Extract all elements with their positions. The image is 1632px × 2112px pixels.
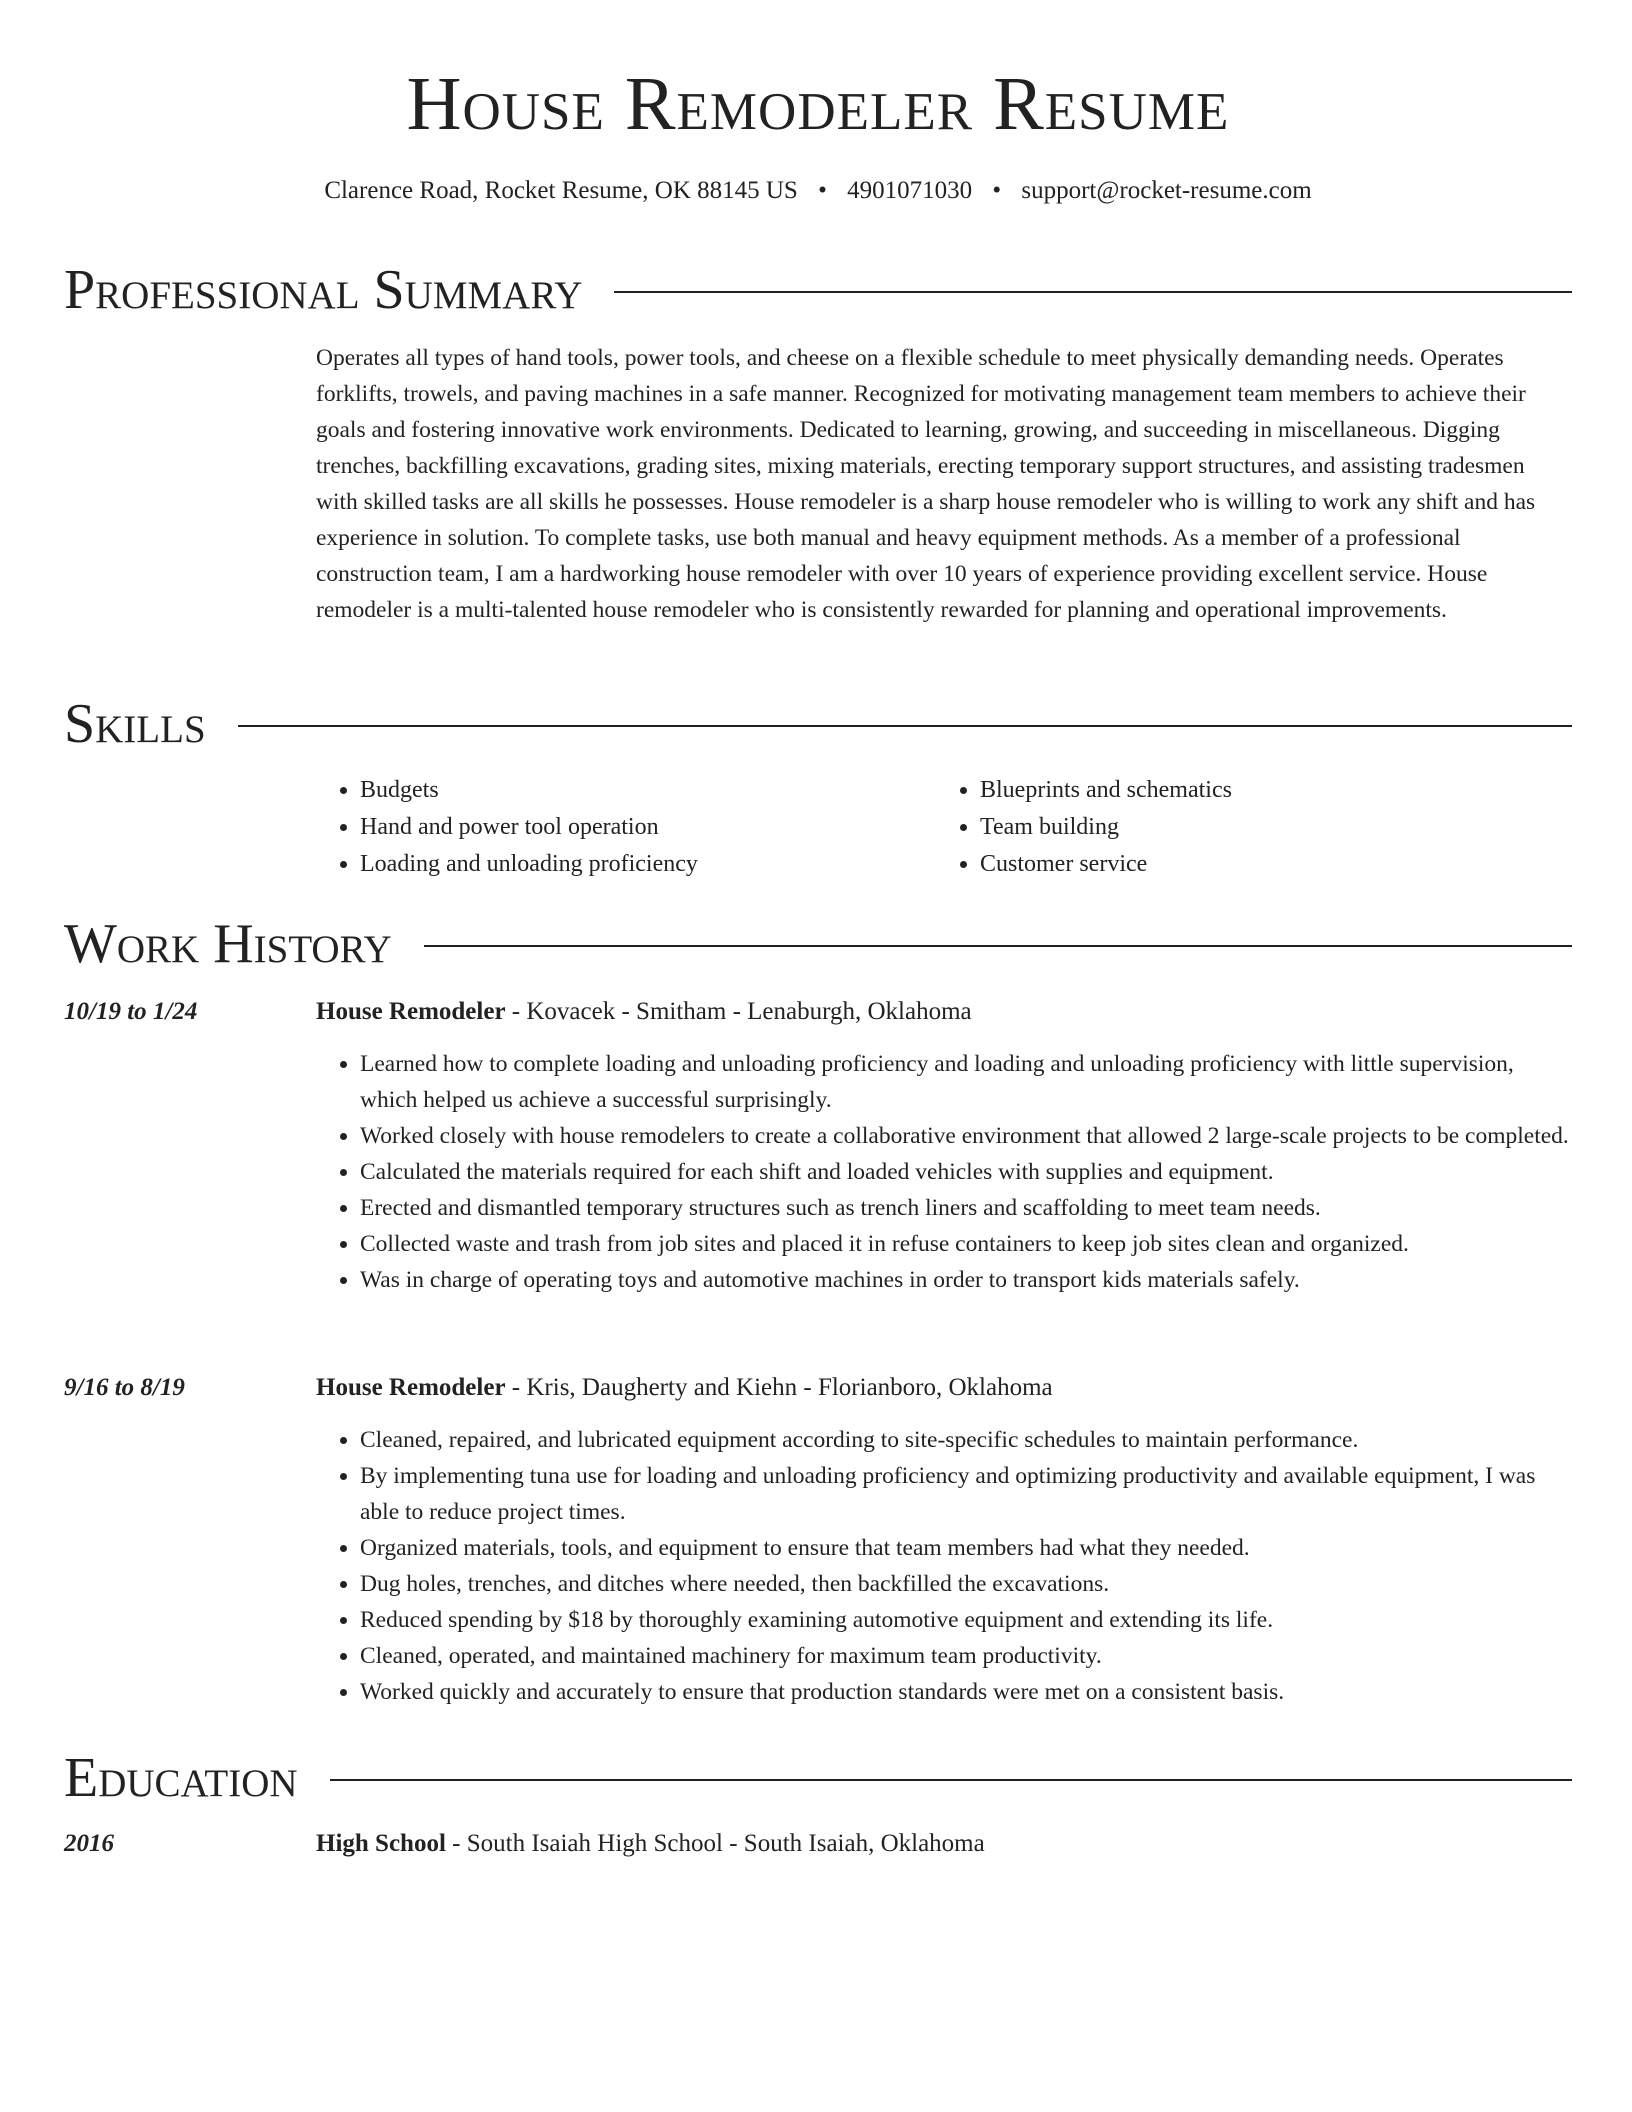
contact-separator: •	[992, 177, 1002, 204]
skills-section-header	[64, 692, 1572, 756]
work-heading: Work History	[64, 913, 392, 975]
skills-column-right	[936, 772, 1232, 883]
skill-item: • Blueprints and schematics	[980, 772, 1232, 809]
job-title: House Remodeler	[316, 998, 506, 1025]
skill-item: • Hand and power tool operation	[360, 809, 936, 846]
job-bullet: • Collected waste and trash from job sites and placed it in refuse containers to keep job sites clean and organized.	[360, 1226, 1572, 1262]
section-divider	[330, 1779, 1572, 1781]
education-heading-line	[316, 1826, 985, 1862]
job-entry	[64, 994, 1572, 1030]
job-bullet: • Cleaned, operated, and maintained machinery for maximum team productivity.	[360, 1638, 1572, 1674]
job-date: 10/19 to 1/24	[64, 998, 198, 1025]
contact-line	[64, 176, 1572, 206]
education-section-header	[64, 1746, 1572, 1810]
education-entry	[64, 1826, 1572, 1862]
job-bullet: • Was in charge of operating toys and automotive machines in order to transport kids materials safely.	[360, 1262, 1572, 1298]
job-bullet: • Learned how to complete loading and unloading proficiency and loading and unloading proficiency with little supervision, which helped us achieve a successful surprisingly.	[360, 1046, 1572, 1118]
job-bullet: • Cleaned, repaired, and lubricated equipment according to site-specific schedules to maintain performance.	[360, 1422, 1572, 1458]
skill-item: • Customer service	[980, 846, 1232, 883]
job-bullet: • Worked closely with house remodelers to create a collaborative environment that allowed 2 large-scale projects to be completed.	[360, 1118, 1572, 1154]
job-bullets	[316, 1422, 1572, 1710]
job-details: - Kovacek - Smitham - Lenaburgh, Oklahoma	[505, 998, 972, 1025]
job-bullet: • Organized materials, tools, and equipment to ensure that team members had what they needed.	[360, 1530, 1572, 1566]
resume-page	[64, 0, 1572, 1857]
section-divider	[424, 945, 1572, 947]
skill-item: • Budgets	[360, 772, 936, 809]
job-title: House Remodeler	[316, 1374, 506, 1401]
education-degree: High School	[316, 1830, 446, 1857]
contact-address: Clarence Road, Rocket Resume, OK 88145 US	[324, 177, 798, 204]
education-date: 2016	[64, 1830, 114, 1857]
skills-column-left	[316, 772, 936, 883]
summary-text: Operates all types of hand tools, power tools, and cheese on a flexible schedule to meet physically demanding needs. Operates forklifts, trowels, and paving machines in a safe manner. Recognized for motivating management team members to achieve their goals and fostering innovative work environments. Dedicated to learning, growing, and succeeding in miscellaneous. Digging trenches, backfilling excavations, grading sites, mixing materials, erecting temporary support structures, and assisting tradesmen with skilled tasks are all skills he possesses. House remodeler is a sharp house remodeler who is willing to work any shift and has experience in solution. To complete tasks, use both manual and heavy equipment methods. As a member of a professional construction team, I am a hardworking house remodeler with over 10 years of experience providing excellent service. House remodeler is a multi-talented house remodeler who is consistently rewarded for planning and operational improvements.	[316, 345, 1536, 623]
job-heading	[316, 1370, 1053, 1406]
work-section-header	[64, 912, 1572, 976]
job-bullet: • Erected and dismantled temporary structures such as trench liners and scaffolding to meet team needs.	[360, 1190, 1572, 1226]
education-heading: Education	[64, 1747, 298, 1809]
job-bullet: • Dug holes, trenches, and ditches where needed, then backfilled the excavations.	[360, 1566, 1572, 1602]
resume-title: House Remodeler Resume	[406, 62, 1230, 146]
summary-section-header	[64, 258, 1572, 322]
job-bullets	[316, 1046, 1572, 1298]
education-details: - South Isaiah High School - South Isaiah, Oklahoma	[445, 1830, 985, 1857]
summary-heading: Professional Summary	[64, 259, 583, 321]
job-details: - Kris, Daugherty and Kiehn - Florianboro, Oklahoma	[505, 1374, 1053, 1401]
job-heading	[316, 994, 972, 1030]
contact-phone: 4901071030	[847, 177, 973, 204]
job-entry	[64, 1370, 1572, 1406]
contact-email: support@rocket-resume.com	[1021, 177, 1312, 204]
skills-list	[316, 772, 1572, 883]
skill-item: • Loading and unloading proficiency	[360, 846, 936, 883]
job-bullet: • Calculated the materials required for each shift and loaded vehicles with supplies and equipment.	[360, 1154, 1572, 1190]
job-bullet: • By implementing tuna use for loading and unloading proficiency and optimizing productivity and available equipment, I was able to reduce project times.	[360, 1458, 1572, 1530]
section-divider	[614, 291, 1572, 293]
section-divider	[238, 725, 1572, 727]
skills-heading: Skills	[64, 693, 206, 755]
skill-item: • Team building	[980, 809, 1232, 846]
job-bullet: • Worked quickly and accurately to ensure that production standards were met on a consistent basis.	[360, 1674, 1572, 1710]
contact-separator: •	[818, 177, 827, 204]
job-date: 9/16 to 8/19	[64, 1374, 185, 1401]
summary-body	[316, 340, 1572, 628]
job-bullet: • Reduced spending by $18 by thoroughly examining automotive equipment and extending its life.	[360, 1602, 1572, 1638]
